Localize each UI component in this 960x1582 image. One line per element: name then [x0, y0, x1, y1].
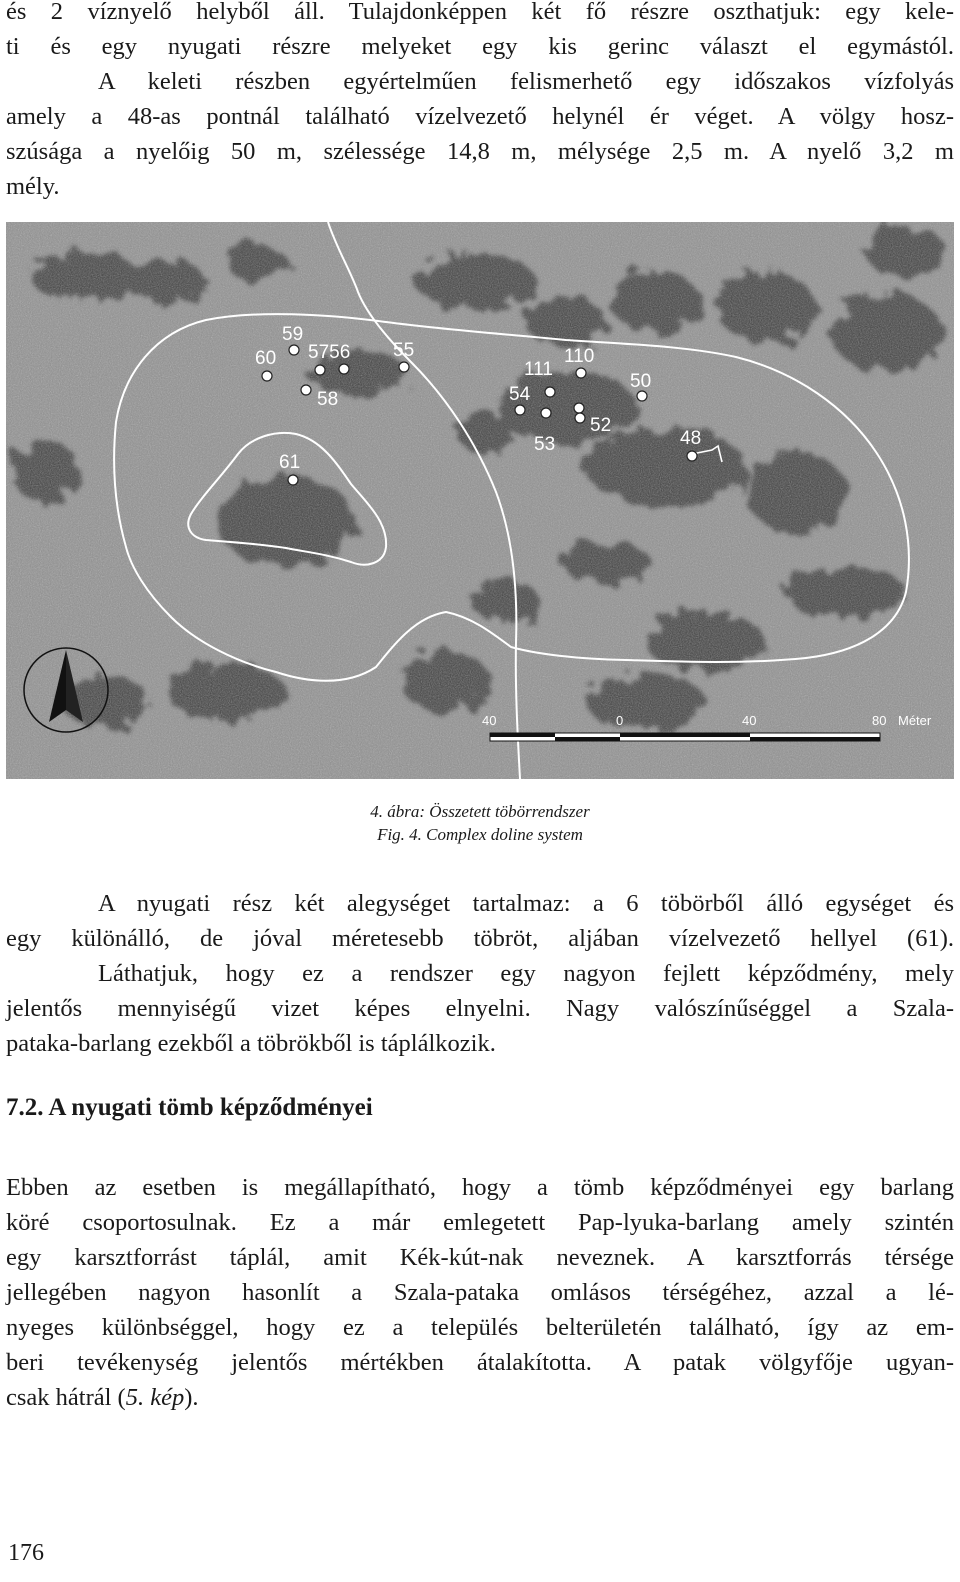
- point-59: [289, 345, 299, 355]
- point-52b: [575, 413, 585, 423]
- scale-label-80: 80: [872, 713, 887, 728]
- scale-label-0: 0: [616, 713, 624, 728]
- text-line: jelentős mennyiségű vizet képes elnyelni. Nagy valószínűséggel a Szala-: [6, 995, 954, 1022]
- point-56: [339, 364, 349, 374]
- paragraph-3: [6, 1170, 954, 1415]
- figure-caption: [0, 800, 960, 846]
- section-heading: 7.2. A nyugati tömb képződményei: [6, 1094, 373, 1121]
- text-line: pataka-barlang ezekből a töbrökből is táplálkozik.: [6, 1030, 496, 1057]
- text-line: beri tevékenység jelentős mértékben átalakította. A patak völgyfője ugyan-: [6, 1349, 954, 1376]
- point-111: [545, 387, 555, 397]
- label-110: 110: [564, 346, 595, 367]
- text-line: A nyugati rész két alegységet tartalmaz: a 6 töbörből álló egységet és: [98, 890, 954, 917]
- text-line: amely a 48-as pontnál található vízelvezető helynél ér véget. A völgy hosz-: [6, 103, 954, 130]
- label-60: 60: [255, 348, 277, 369]
- label-59: 59: [282, 324, 304, 345]
- page-number: 176: [8, 1540, 44, 1566]
- label-53: 53: [534, 434, 556, 455]
- scale-label-40: 40: [742, 713, 757, 728]
- text-line: [6, 1380, 954, 1415]
- point-52a: [574, 403, 584, 413]
- text-line: szúsága a nyelőig 50 m, szélessége 14,8 m, mélysége 2,5 m. A nyelő 3,2 m: [6, 138, 954, 165]
- point-48: [687, 451, 697, 461]
- photo-grain: [6, 222, 954, 779]
- figure-reference: 5. kép: [125, 1384, 185, 1411]
- text-line: nyeges különbséggel, hogy ez a település belterületén található, így az em-: [6, 1314, 954, 1341]
- aerial-photo-figure: [6, 222, 954, 779]
- text-line: és 2 víznyelő helyből áll. Tulajdonképpen két fő részre oszthatjuk: egy kele-: [6, 0, 954, 25]
- point-55: [399, 362, 409, 372]
- point-58: [301, 385, 311, 395]
- text-fragment: ).: [184, 1384, 199, 1411]
- text-line: egy karsztforrást táplál, amit Kék-kút-nak neveznek. A karsztforrás térsége: [6, 1244, 954, 1271]
- text-line: jellegében nagyon hasonlít a Szala-pataka omlásos térségéhez, azzal a lé-: [6, 1279, 954, 1306]
- point-60: [262, 371, 272, 381]
- paragraph-2: [6, 886, 954, 1061]
- label-52: 52: [590, 415, 612, 436]
- intro-paragraph: [6, 0, 954, 204]
- label-58: 58: [317, 389, 339, 410]
- text-line: Ebben az esetben is megállapítható, hogy a tömb képződményei egy barlang: [6, 1174, 954, 1201]
- text-fragment: csak hátrál (: [6, 1384, 126, 1411]
- label-5756: 5756: [308, 342, 351, 363]
- label-111: 111: [524, 359, 553, 380]
- text-line: egy különálló, de jóval méretesebb töbröt, aljában vízelvezető hellyel (61).: [6, 925, 954, 952]
- caption-english: Fig. 4. Complex doline system: [377, 825, 583, 844]
- point-50: [637, 391, 647, 401]
- point-61: [288, 475, 298, 485]
- text-line: köré csoportosulnak. Ez a már emlegetett Pap-lyuka-barlang amely szintén: [6, 1209, 954, 1236]
- text-line: ti és egy nyugati részre melyeket egy kis gerinc választ el egymástól.: [6, 33, 954, 60]
- label-55: 55: [393, 340, 415, 361]
- label-54: 54: [509, 384, 531, 405]
- text-line: mély.: [6, 173, 60, 200]
- point-57: [315, 365, 325, 375]
- point-53: [541, 408, 551, 418]
- caption-hungarian: 4. ábra: Összetett töbörrendszer: [370, 802, 590, 821]
- label-48: 48: [680, 428, 702, 449]
- point-110: [576, 368, 586, 378]
- point-54: [515, 405, 525, 415]
- text-line: A keleti részben egyértelműen felismerhető egy időszakos vízfolyás: [98, 68, 954, 95]
- text-line: Láthatjuk, hogy ez a rendszer egy nagyon fejlett képződmény, mely: [98, 960, 954, 987]
- label-50: 50: [630, 371, 652, 392]
- scale-unit: Méter: [898, 713, 932, 728]
- scale-label-40-left: 40: [482, 713, 497, 728]
- label-61: 61: [279, 452, 301, 473]
